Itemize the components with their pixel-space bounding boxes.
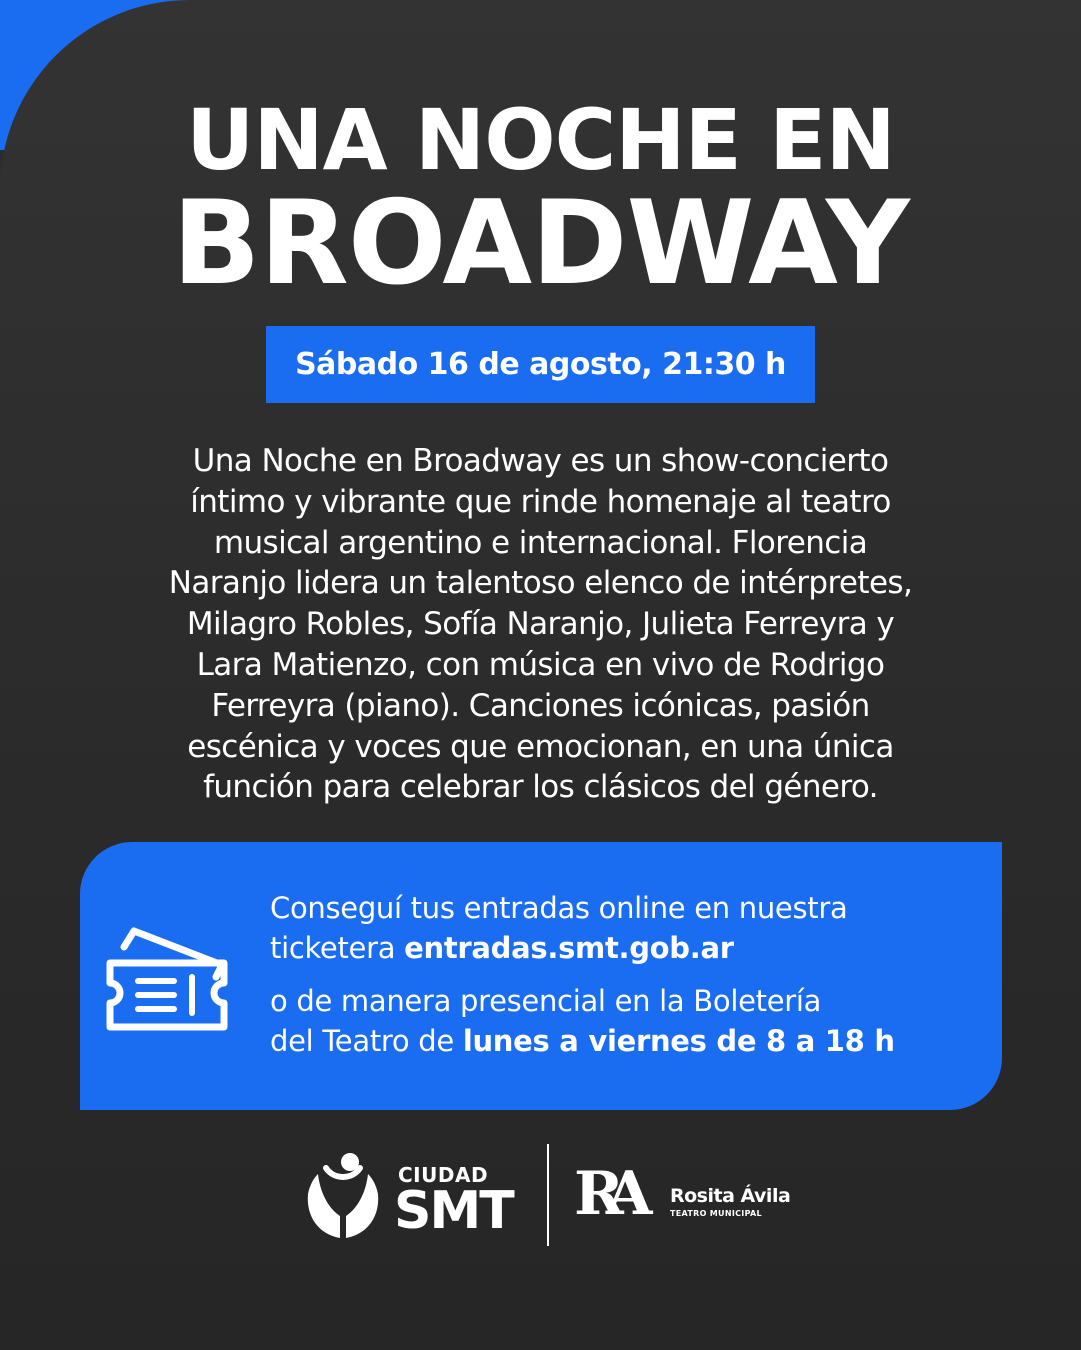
description-line: musical argentino e internacional. Florencia <box>213 524 868 561</box>
ra-monogram-letters: RA <box>574 1159 635 1229</box>
online-tickets-prefix: ticketera <box>270 931 405 965</box>
ciudad-label: CIUDAD <box>398 1163 489 1187</box>
box-office-text <box>270 981 895 1061</box>
description-line: Milagro Robles, Sofía Naranjo, Julieta Ferreyra y <box>186 606 895 643</box>
ticket-icon <box>104 925 230 1035</box>
rosita-avila-name: Rosita Ávila <box>670 1185 791 1207</box>
description-line: Lara Matienzo, con música en vivo de Rodrigo <box>196 646 885 683</box>
description-line: función para celebrar los clásicos del género. <box>203 769 878 806</box>
online-tickets-text <box>270 888 847 968</box>
online-tickets-line <box>270 928 847 968</box>
box-office-hours: lunes a viernes de 8 a 18 h <box>462 1024 895 1058</box>
online-tickets-line: Conseguí tus entradas online en nuestra <box>270 891 848 925</box>
footer-logos <box>0 1130 1081 1260</box>
title-line-2: BROADWAY <box>172 176 909 311</box>
description <box>90 441 991 808</box>
description-line: íntimo y vibrante que rinde homenaje al teatro <box>190 483 891 520</box>
description-line: escénica y voces que emocionan, en una única <box>187 728 894 765</box>
ticket-url-link[interactable]: entradas.smt.gob.ar <box>404 931 734 965</box>
smt-label: SMT <box>394 1181 513 1241</box>
rosita-avila-ra-monogram-icon <box>572 1156 668 1238</box>
box-office-line: o de manera presencial en la Boletería <box>270 984 822 1018</box>
description-line: Ferreyra (piano). Canciones icónicas, pasión <box>211 687 870 724</box>
description-line: Una Noche en Broadway es un show-concierto <box>192 443 889 479</box>
title-line-1: UNA NOCHE EN <box>186 91 895 189</box>
date-badge: Sábado 16 de agosto, 21:30 h <box>266 326 815 403</box>
ciudad-smt-logo-icon <box>304 1150 382 1240</box>
teatro-municipal-label: TEATRO MUNICIPAL <box>670 1209 762 1218</box>
description-line: Naranjo lidera un talentoso elenco de intérpretes, <box>168 565 913 602</box>
box-office-prefix: del Teatro de <box>270 1024 463 1058</box>
box-office-line <box>270 1021 895 1061</box>
footer-divider <box>547 1144 549 1246</box>
